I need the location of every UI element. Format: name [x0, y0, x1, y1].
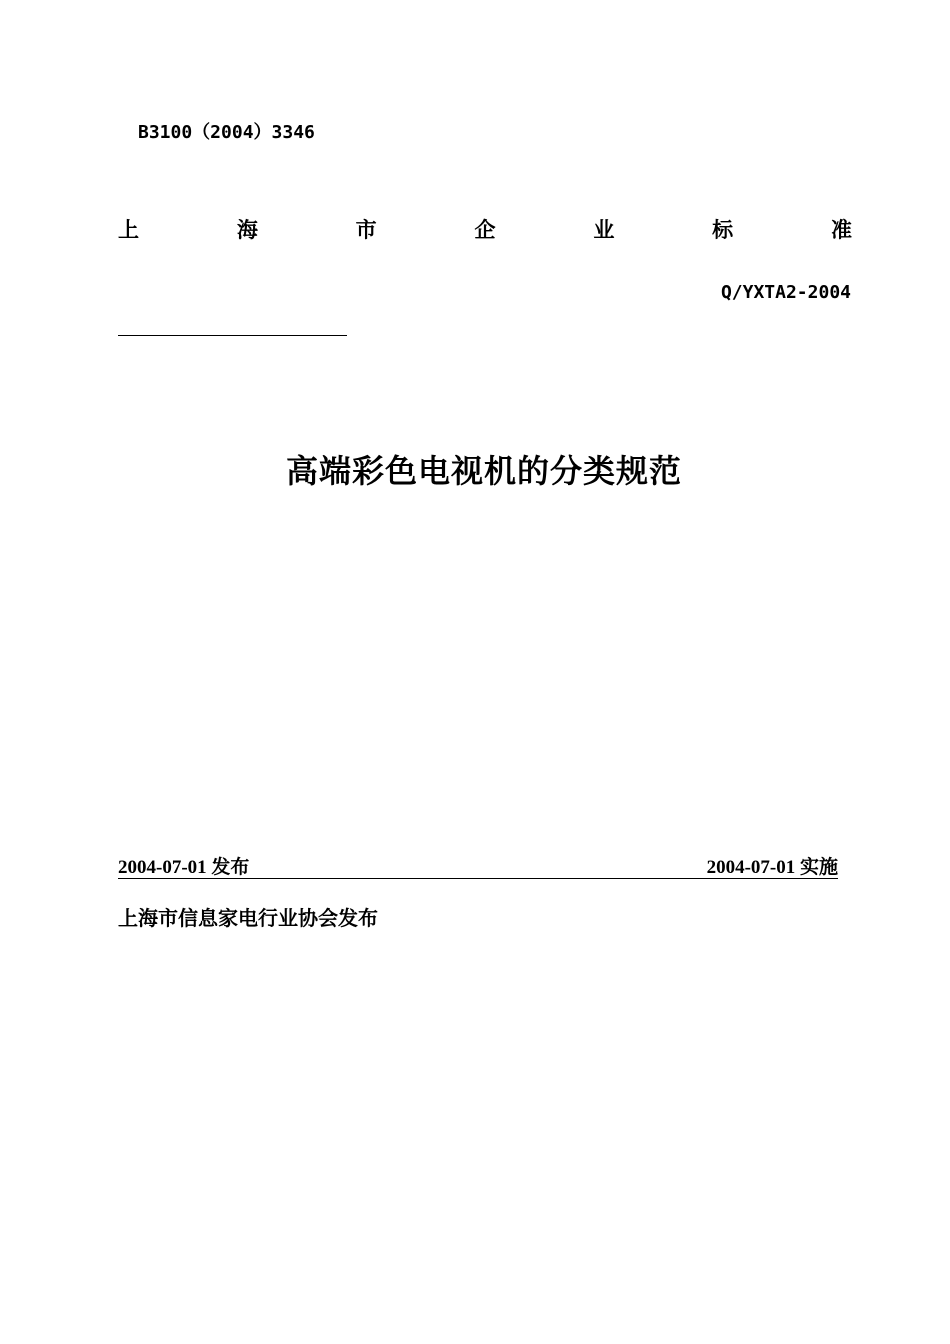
standard-type-char: 业: [593, 218, 615, 242]
date-row: [118, 852, 838, 879]
document-title: 高端彩色电视机的分类规范: [285, 452, 682, 490]
standard-type-char: 市: [355, 218, 377, 242]
standard-type-char: 海: [236, 218, 258, 242]
publisher: 上海市信息家电行业协会发布: [118, 906, 378, 930]
publish-date: 2004-07-01 发布: [118, 857, 250, 878]
header-divider: [118, 335, 347, 336]
standard-type-heading: [118, 214, 852, 244]
standard-type-char: 企: [474, 218, 496, 242]
standard-type-char: 标: [712, 218, 734, 242]
standard-type-char: 上: [118, 218, 139, 242]
standard-number: Q/YXTA2-2004: [720, 282, 851, 303]
implement-date: 2004-07-01 实施: [706, 857, 838, 878]
standard-type-char: 准: [830, 218, 852, 242]
classification-code: B3100（2004）3346: [138, 122, 315, 143]
